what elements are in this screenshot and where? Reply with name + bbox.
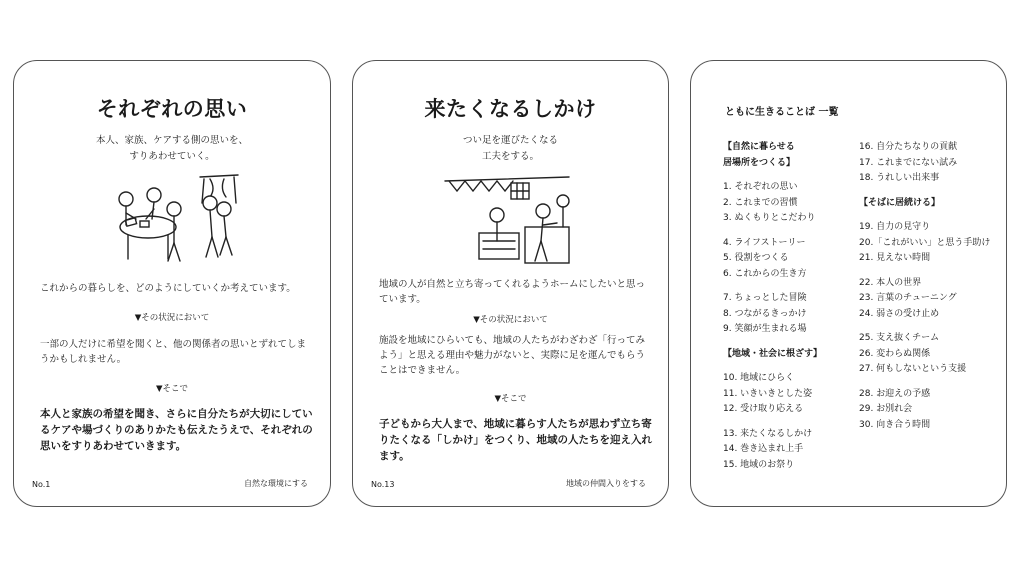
list-item: 28. お迎えの予感 — [859, 388, 931, 399]
card-category: 地域の仲間入りをする — [566, 479, 646, 488]
list-item: 10. 地域にひらく — [723, 373, 795, 383]
list-item: 20.「これがいい」と思う手助け — [859, 237, 991, 248]
pattern-card-13 — [352, 60, 669, 507]
list-item: 21. 見えない時間 — [859, 253, 931, 263]
list-item: 18. うれしい出来事 — [859, 173, 940, 183]
problem-text: 施設を地域にひらいても、地域の人たちがわざわざ「行ってみよう」と思える理由や魅力がないと、実際に足を運んでもらうことはできません。 — [379, 335, 646, 376]
list-item: 14. 巻き込まれ上手 — [723, 444, 804, 454]
list-item: 11. いきいきとした姿 — [723, 388, 813, 399]
situation-marker: ▼その状況において — [473, 315, 548, 325]
list-item: 25. 支え抜くチーム — [859, 333, 940, 343]
list-item: 6. これからの生き方 — [723, 268, 807, 279]
pattern-list-card — [690, 60, 1007, 507]
list-item: 5. 役割をつくる — [723, 253, 789, 263]
shop-illustration — [439, 171, 589, 269]
meeting-illustration — [106, 173, 246, 273]
list-item: 22. 本人の世界 — [859, 277, 922, 288]
category-heading: 居場所をつくる】 — [723, 157, 796, 168]
solution-text: 子どもから大人まで、地域に暮らす人たちが思わず立ち寄りたくなる「しかけ」をつくり、地域の人たちを迎え入れます。 — [379, 418, 652, 462]
solution-marker: ▼そこで — [494, 394, 527, 404]
list-item: 24. 弱さの受け止め — [859, 308, 940, 319]
list-item: 2. これまでの習慣 — [723, 197, 798, 208]
list-item: 9. 笑顔が生まれる場 — [723, 324, 807, 334]
card-number: No.13 — [371, 480, 395, 489]
card-title: それぞれの思い — [96, 97, 248, 121]
problem-text: 一部の人だけに希望を聞くと、他の関係者の思いとずれてしまうかもしれません。 — [40, 339, 307, 365]
list-column-1 — [723, 140, 853, 473]
situation-text: これからの暮らしを、どのようにしていくか考えています。 — [40, 283, 296, 294]
list-item: 27. 何もしないという支援 — [859, 364, 967, 374]
list-item: 12. 受け取り応える — [723, 404, 804, 414]
list-item: 7. ちょっとした冒険 — [723, 293, 807, 303]
list-column-2 — [859, 140, 1007, 433]
list-title: ともに生きることば 一覧 — [725, 107, 839, 118]
situation-text: 地域の人が自然と立ち寄ってくれるようホームにしたいと思っています。 — [379, 279, 646, 305]
card-subtitle-line1: つい足を運びたくなる — [462, 135, 558, 146]
card-number: No.1 — [32, 480, 51, 489]
category-heading: 【そばに居続ける】 — [859, 197, 941, 208]
situation-marker: ▼その状況において — [134, 313, 210, 323]
card-subtitle-line2: 工夫をする。 — [481, 151, 539, 162]
list-item: 26. 変わらぬ関係 — [859, 348, 931, 359]
list-item: 30. 向き合う時間 — [859, 419, 931, 430]
card-subtitle-line2: すりあわせていく。 — [129, 151, 215, 162]
list-item: 1. それぞれの思い — [723, 182, 798, 192]
list-item: 17. これまでにない試み — [859, 157, 958, 168]
list-item: 4. ライフストーリー — [723, 237, 806, 248]
list-item: 19. 自力の見守り — [859, 222, 931, 232]
list-item: 16. 自分たちなりの貢献 — [859, 142, 958, 152]
solution-marker: ▼そこで — [155, 384, 189, 394]
solution-text: 本人と家族の希望を聞き、さらに自分たちが大切にしているケアや場づくりのありかたも伝えたうえで、それぞれの思いをすりあわせていきます。 — [40, 408, 313, 452]
list-item: 29. お別れ会 — [859, 404, 913, 414]
list-item: 15. 地域のお祭り — [723, 459, 795, 470]
pattern-card-1 — [13, 60, 331, 507]
category-heading: 【自然に暮らせる — [723, 142, 795, 152]
list-item: 13. 来たくなるしかけ — [723, 428, 813, 439]
card-subtitle-line1: 本人、家族、ケアする側の思いを、 — [95, 135, 248, 146]
list-item: 3. ぬくもりとこだわり — [723, 213, 816, 223]
card-title: 来たくなるしかけ — [424, 97, 597, 121]
category-heading: 【地域・社会に根ざす】 — [723, 348, 823, 359]
list-item: 8. つながるきっかけ — [723, 308, 807, 319]
card-category: 自然な環境にする — [244, 479, 308, 488]
list-item: 23. 言葉のチューニング — [859, 293, 957, 303]
